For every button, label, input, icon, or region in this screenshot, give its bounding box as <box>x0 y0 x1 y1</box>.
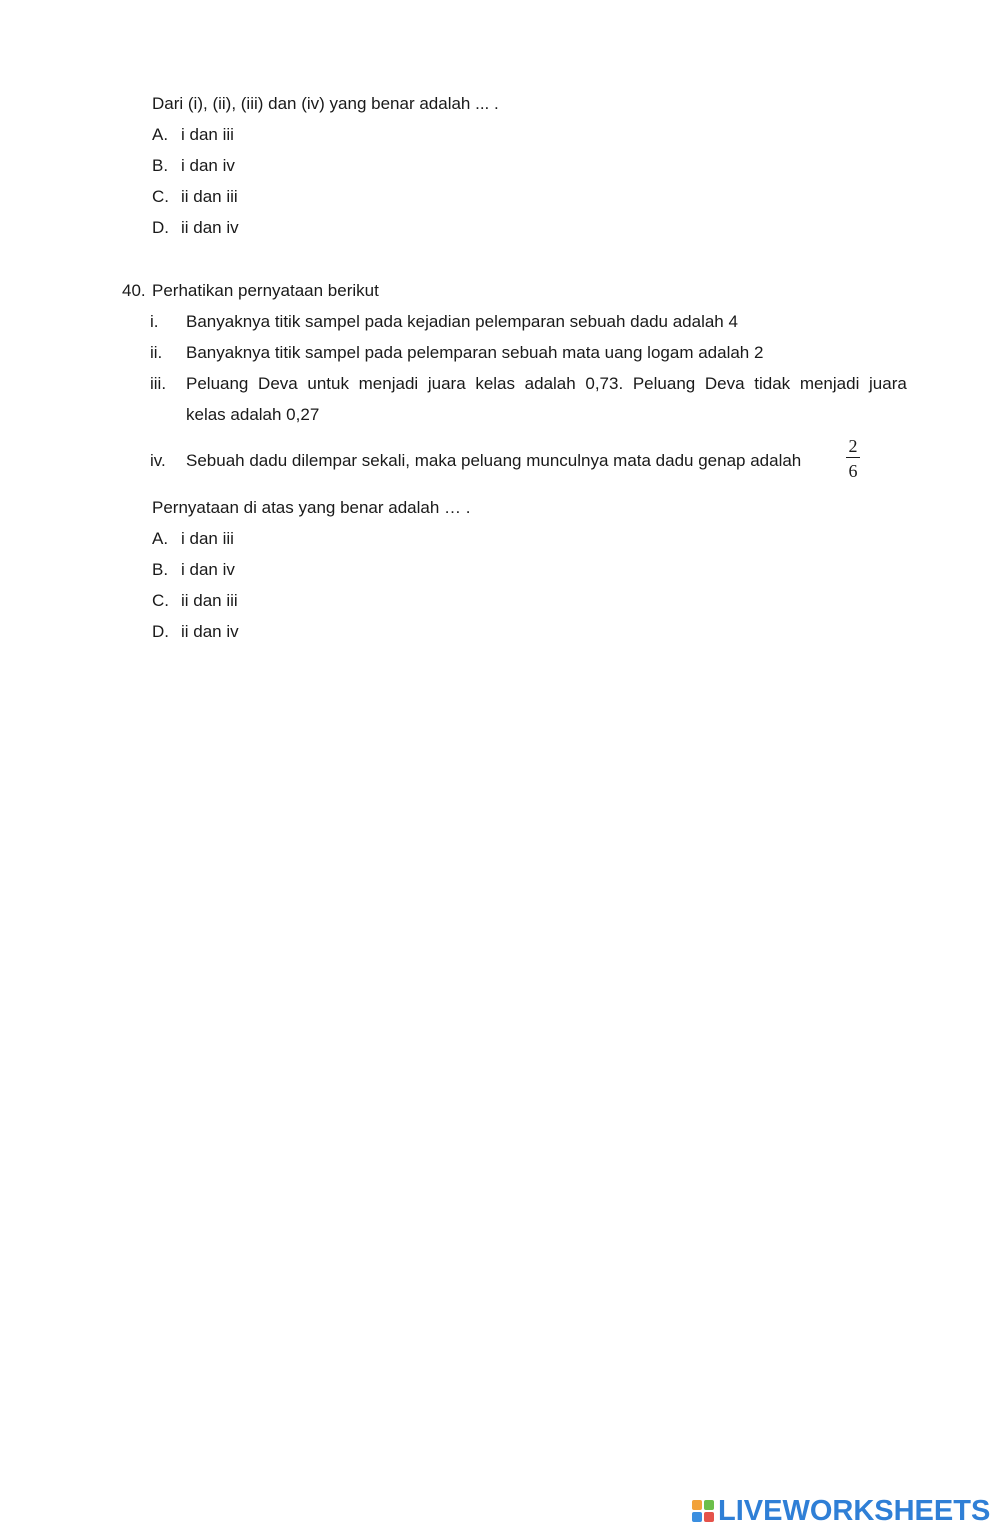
q40-number: 40. <box>122 281 146 300</box>
word: menjadi <box>799 374 860 393</box>
option-text: ii dan iv <box>181 622 239 641</box>
logo-icon-tile <box>704 1512 714 1522</box>
option-text: i dan iv <box>181 560 235 579</box>
fraction-denominator: 6 <box>848 461 858 481</box>
word: juara <box>427 374 466 393</box>
fraction-numerator: 2 <box>848 436 858 456</box>
word: adalah <box>524 374 576 393</box>
fraction-two-sixths <box>846 436 860 481</box>
word: juara <box>869 374 907 393</box>
statement-i-text: Banyaknya titik sampel pada kejadian pelemparan sebuah dadu adalah 4 <box>186 312 738 331</box>
statement-i-roman: i. <box>150 312 159 331</box>
logo-icon-tile <box>692 1512 702 1522</box>
q40-stem: Pernyataan di atas yang benar adalah … . <box>152 498 471 517</box>
option-text: i dan iii <box>181 529 234 548</box>
statement-iv-roman: iv. <box>150 451 166 470</box>
word: kelas <box>475 374 515 393</box>
option-text: i dan iv <box>181 156 235 175</box>
option-text: i dan iii <box>181 125 234 144</box>
q39-stem: Dari (i), (ii), (iii) dan (iv) yang benar adalah ... . <box>152 94 499 113</box>
option-text: ii dan iii <box>181 187 238 206</box>
word: Peluang <box>632 374 696 393</box>
fraction-bar <box>846 457 860 458</box>
option-letter: B. <box>152 560 169 579</box>
option-text: ii dan iii <box>181 591 238 610</box>
statement-iv-text: Sebuah dadu dilempar sekali, maka peluang munculnya mata dadu genap adalah <box>186 451 802 470</box>
word: Deva <box>258 374 298 393</box>
word: Deva <box>704 374 745 393</box>
word: Peluang <box>186 374 249 393</box>
option-letter: A. <box>152 125 169 144</box>
logo-text: LIVEWORKSHEETS <box>718 1494 991 1527</box>
logo-icon-tile <box>692 1500 702 1510</box>
liveworksheets-logo[interactable] <box>692 1496 990 1526</box>
option-text: ii dan iv <box>181 218 239 237</box>
word: untuk <box>307 374 349 393</box>
word: tidak <box>754 374 791 393</box>
statement-iii-roman: iii. <box>150 374 167 393</box>
statement-iii-line2: kelas adalah 0,27 <box>186 405 320 424</box>
statement-ii-roman: ii. <box>150 343 163 362</box>
option-letter: D. <box>152 218 169 237</box>
word: 0,73. <box>585 374 624 393</box>
option-letter: D. <box>152 622 169 641</box>
option-letter: B. <box>152 156 169 175</box>
word: menjadi <box>358 374 419 393</box>
option-letter: C. <box>152 187 169 206</box>
liveworksheets-logo-icon <box>692 1500 714 1522</box>
option-letter: C. <box>152 591 169 610</box>
option-letter: A. <box>152 529 169 548</box>
logo-icon-tile <box>704 1500 714 1510</box>
statement-ii-text: Banyaknya titik sampel pada pelemparan sebuah mata uang logam adalah 2 <box>186 343 764 362</box>
q40-title: Perhatikan pernyataan berikut <box>152 281 379 300</box>
statement-iii-line1 <box>186 374 907 394</box>
